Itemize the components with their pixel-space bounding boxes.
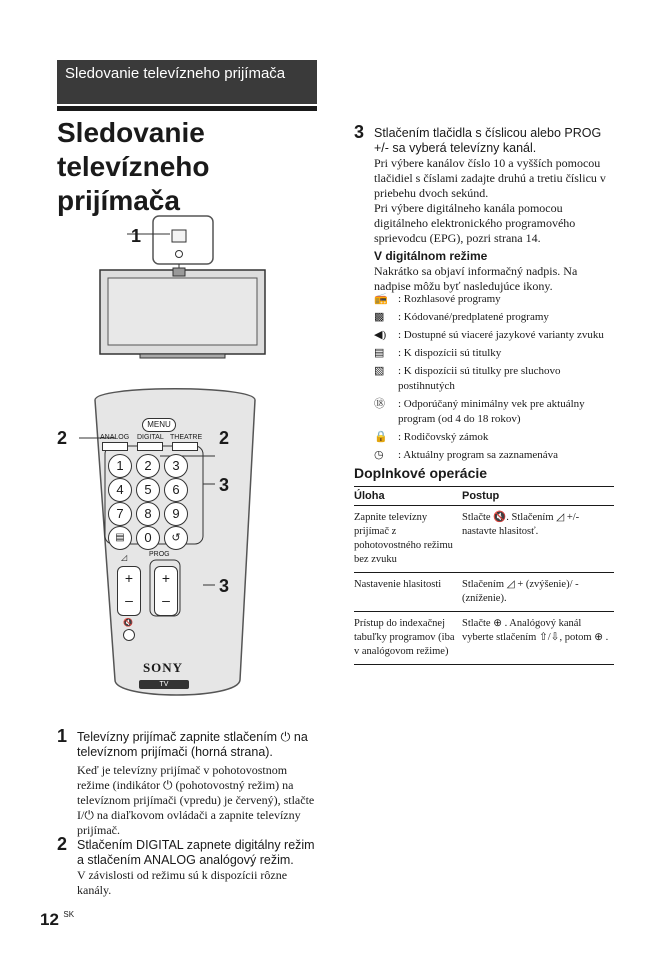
page-footer <box>40 910 74 930</box>
tv-label: TV <box>139 680 189 689</box>
audio-languages-icon: ◀) <box>374 329 387 341</box>
legend-text: : K dispozícii sú titulky pre sluchovo postihnutých <box>398 365 561 392</box>
task-cell: Prístup do indexačnej tabuľky programov (iba v analógovom režime) <box>354 612 462 665</box>
tv-remote-illustration <box>55 210 325 715</box>
column-header-procedure: Postup <box>462 487 614 506</box>
step-3-number: 3 <box>354 122 365 142</box>
analog-label: ANALOG <box>100 434 130 441</box>
digit-button-6[interactable]: 6 <box>164 478 188 502</box>
theatre-label: THEATRE <box>170 434 203 441</box>
volume-rocker[interactable] <box>117 566 141 616</box>
legend-text: : Odporúčaný minimálny vek pre aktuálny program (od 4 do 18 rokov) <box>398 398 585 425</box>
tv-stand <box>140 354 225 358</box>
procedure-cell: Stlačte ⊕ . Analógový kanál vyberte stlačením ⇧/⇩, potom ⊕ . <box>462 612 614 665</box>
volume-plus[interactable]: + <box>124 570 134 586</box>
tv-power-button <box>172 230 186 242</box>
legend-text: : K dispozícii sú titulky <box>398 347 502 359</box>
radio-icon: 📻 <box>374 293 388 305</box>
mute-button[interactable] <box>123 629 135 641</box>
step-2-heading: Stlačením DIGITAL zapnete digitálny režim a stlačením ANALOG analógový režim. <box>77 838 315 867</box>
scrambled-icon: ▩ <box>374 311 385 323</box>
step-1-number: 1 <box>57 726 68 746</box>
legend-item <box>374 310 614 325</box>
step-2 <box>77 838 322 898</box>
legend-item <box>374 430 614 445</box>
additional-ops-table <box>354 486 614 665</box>
tv-screen <box>108 278 257 345</box>
prog-label: PROG <box>149 551 170 558</box>
legend-item <box>374 397 614 427</box>
legend-item <box>374 328 614 343</box>
task-cell: Nastavenie hlasitosti <box>354 573 462 612</box>
menu-button[interactable]: MENU <box>142 418 176 432</box>
recording-icon: ◷ <box>374 449 384 461</box>
digit-button-1[interactable]: 1 <box>108 454 132 478</box>
digit-button-7[interactable]: 7 <box>108 502 132 526</box>
language-code: SK <box>63 910 75 919</box>
table-row <box>354 573 614 612</box>
section-header: Sledovanie televízneho prijímača <box>57 60 317 104</box>
table-row <box>354 506 614 573</box>
section-header-rule <box>57 106 317 111</box>
step-1 <box>77 730 322 838</box>
legend-text: : Rodičovský zámok <box>398 431 489 443</box>
digital-mode-heading: V digitálnom režime <box>374 249 488 263</box>
digit-button-4[interactable]: 4 <box>108 478 132 502</box>
brand-logo: SONY <box>142 660 184 675</box>
callout-3-prog: 3 <box>219 576 230 596</box>
digit-button-5[interactable]: 5 <box>136 478 160 502</box>
legend-item <box>374 448 614 463</box>
page-number: 12 <box>40 910 59 929</box>
page-title: Sledovanie televízneho prijímača <box>57 117 210 216</box>
figure <box>55 210 325 715</box>
column-header-task: Úloha <box>354 487 462 506</box>
digit-button-3[interactable]: 3 <box>164 454 188 478</box>
parental-lock-icon: 🔒 <box>374 431 388 443</box>
procedure-cell: Stlačte 🔇. Stlačením ◿ +/- nastavte hlasitosť. <box>462 506 614 573</box>
legend-text: : Aktuálny program sa zaznamenáva <box>398 449 559 461</box>
step-1-body: Keď je televízny prijímač v pohotovostnom režime (indikátor ⏻ (pohotovostný režim) na televíznom prijímači (vpredu) je červený), stlačte I/⏻ na diaľkovom ovládači a zapnite televízny prijímač. <box>77 763 315 837</box>
legend-text: : Rozhlasové programy <box>398 293 501 305</box>
digit-button-8[interactable]: 8 <box>136 502 160 526</box>
callout-3-keypad: 3 <box>219 475 230 495</box>
mute-icon: 🔇 <box>123 618 133 627</box>
digital-label: DIGITAL <box>137 434 164 441</box>
digital-button[interactable] <box>137 442 163 451</box>
task-cell: Zapnite televízny prijímač z pohotovostného režimu bez zvuku <box>354 506 462 573</box>
callout-2-right: 2 <box>219 428 230 448</box>
step-3-heading: Stlačením tlačidla s číslicou alebo PROG +/- sa vyberá televízny kanál. <box>374 126 602 155</box>
additional-ops-title: Doplnkové operácie <box>354 465 488 481</box>
index-button[interactable]: ▤ <box>108 526 132 550</box>
volume-minus[interactable]: – <box>125 592 133 608</box>
step-2-body: V závislosti od režimu sú k dispozícii rôzne kanály. <box>77 868 288 897</box>
theatre-button[interactable] <box>172 442 198 451</box>
callout-2-left: 2 <box>57 428 68 448</box>
legend-text: : Dostupné sú viaceré jazykové varianty zvuku <box>398 329 604 341</box>
prog-rocker[interactable] <box>154 566 178 616</box>
callout-1: 1 <box>131 226 142 246</box>
table-row <box>354 612 614 665</box>
age-rating-icon: ⑱ <box>374 398 385 410</box>
legend-item <box>374 346 614 361</box>
step-1-heading: Televízny prijímač zapnite stlačením ⏻ na televíznom prijímači (horná strana). <box>77 730 308 759</box>
step-2-number: 2 <box>57 834 68 854</box>
analog-button[interactable] <box>102 442 128 451</box>
subtitles-icon: ▤ <box>374 347 385 359</box>
procedure-cell: Stlačením ◿ + (zvýšenie)/ - (zníženie). <box>462 573 614 612</box>
legend-item <box>374 292 614 307</box>
volume-icon: ◿ <box>121 553 128 562</box>
digit-button-9[interactable]: 9 <box>164 502 188 526</box>
prog-plus[interactable]: + <box>161 570 171 586</box>
subtitles-hearing-icon: ▧ <box>374 365 385 377</box>
previous-channel-button[interactable]: ↺ <box>164 526 188 550</box>
step-3-body: Pri výbere kanálov číslo 10 a vyšších pomocou tlačidiel s číslami zadajte druhú a tretiu číslicu v priebehu dvoch sekúnd. Pri výbere digitálneho kanála pomocou digitálneho elektronického programového sprievodcu (EPG), pozri strana 14. <box>374 156 606 245</box>
digit-button-2[interactable]: 2 <box>136 454 160 478</box>
legend-item <box>374 364 614 394</box>
table-header-row <box>354 487 614 506</box>
icon-legend <box>374 292 614 466</box>
step-3 <box>374 126 614 294</box>
digit-button-0[interactable]: 0 <box>136 526 160 550</box>
digital-mode-body: Nakrátko sa objaví informačný nadpis. Na nadpise môžu byť nasledujúce ikony. <box>374 264 578 293</box>
legend-text: : Kódované/predplatené programy <box>398 311 549 323</box>
prog-minus[interactable]: – <box>162 592 170 608</box>
